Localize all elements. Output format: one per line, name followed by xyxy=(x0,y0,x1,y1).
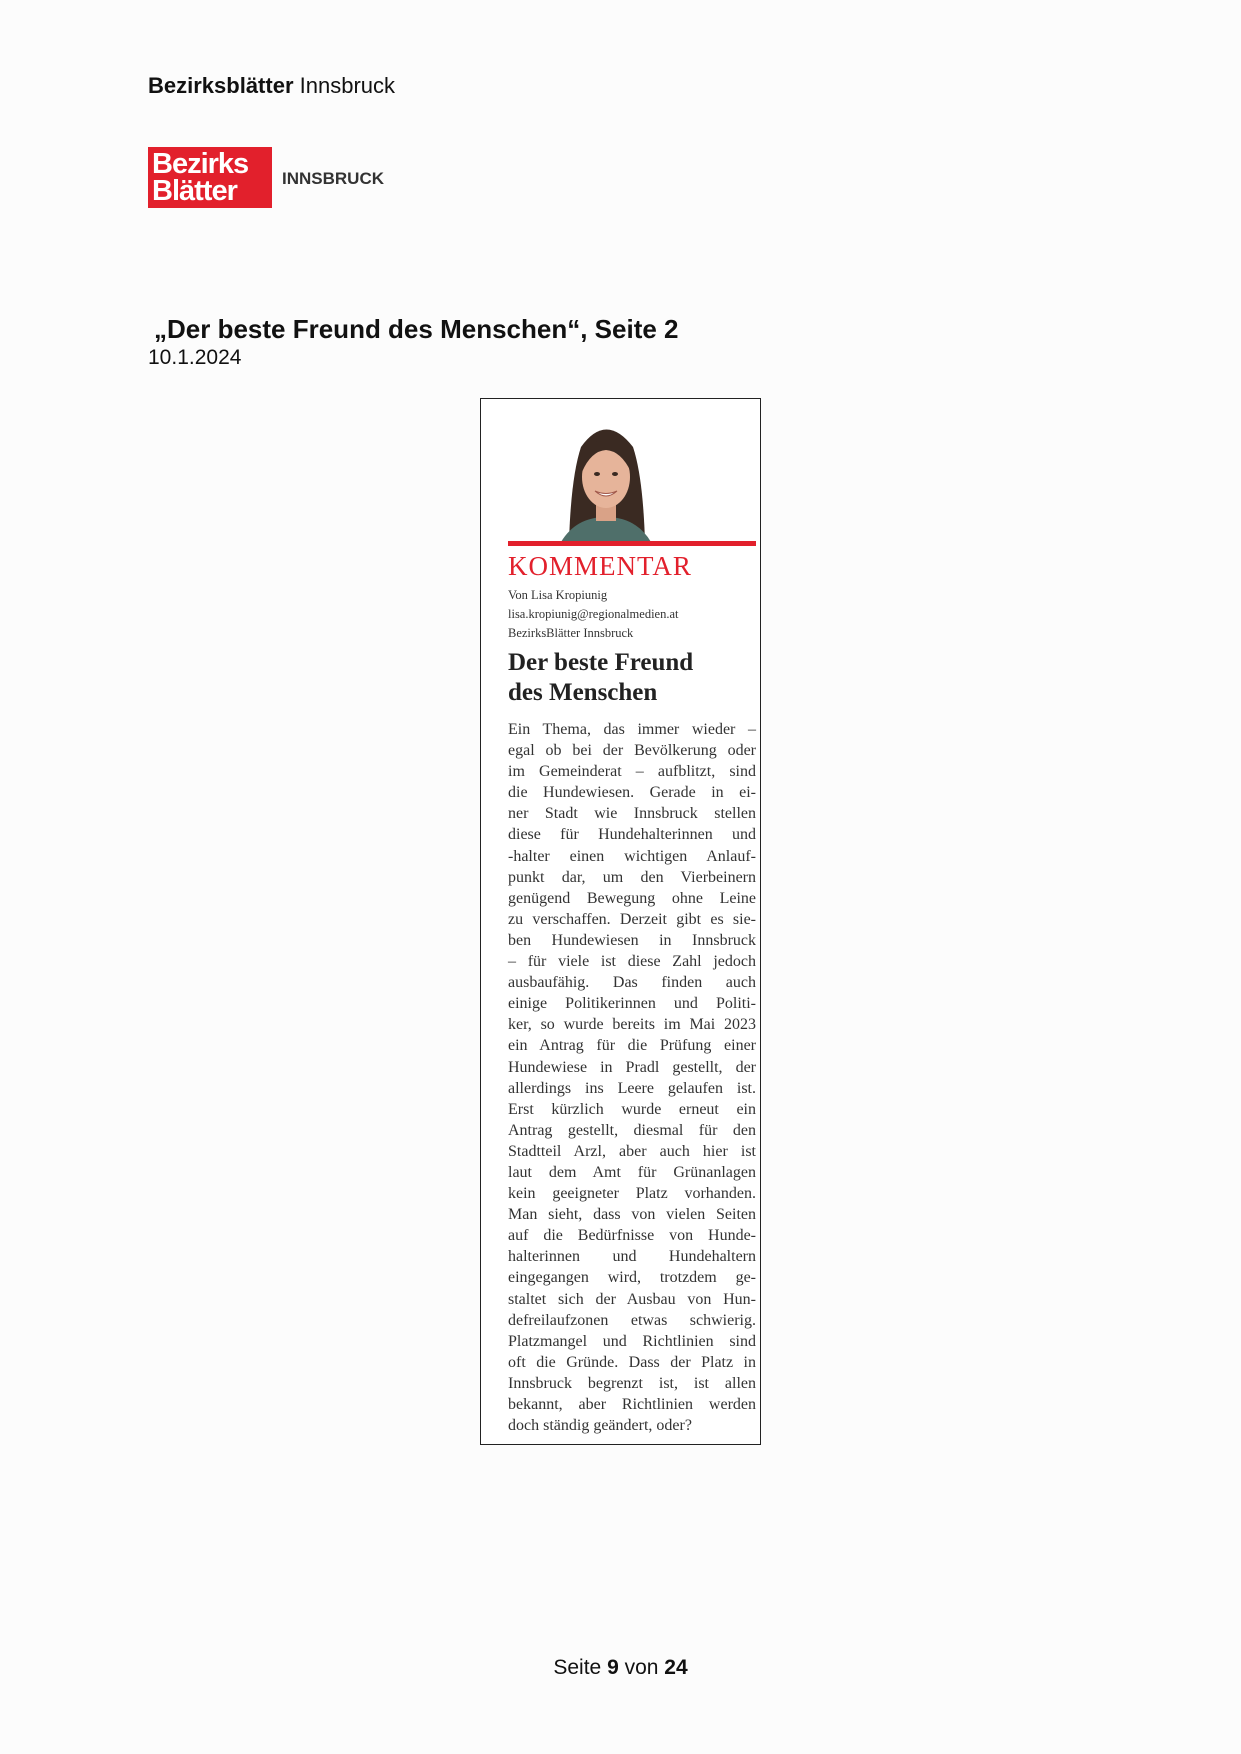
document-header xyxy=(148,73,395,99)
body-line: Erst kürzlich wurde erneut ein xyxy=(508,1100,756,1118)
logo-region: INNSBRUCK xyxy=(282,169,384,188)
body-line: ben Hundewiesen in Innsbruck xyxy=(508,931,756,949)
logo-line1: Bezirks xyxy=(152,148,249,180)
article-body xyxy=(508,719,756,1436)
body-line: Antrag gestellt, diesmal für den xyxy=(508,1121,756,1139)
body-line: im Gemeinderat – aufblitzt, sind xyxy=(508,763,756,781)
author: Von Lisa Kropiunig xyxy=(508,588,608,602)
body-line: doch ständig geändert, oder? xyxy=(508,1417,692,1435)
body-line: die Hundewiesen. Gerade in ei- xyxy=(508,784,756,802)
body-line: bekannt, aber Richtlinien werden xyxy=(508,1396,756,1413)
body-line: eingegangen wird, trotzdem ge- xyxy=(508,1269,756,1287)
headline-line: Der beste Freund xyxy=(508,649,694,676)
page-footer xyxy=(0,1656,1241,1680)
body-line: diese für Hundehalterinnen und xyxy=(508,826,756,844)
body-line: ker, so wurde bereits im Mai 2023 xyxy=(508,1016,756,1034)
body-line: zu verschaffen. Derzeit gibt es sie- xyxy=(508,910,756,928)
body-line: Innsbruck begrenzt ist, ist allen xyxy=(508,1374,756,1392)
body-line: staltet sich der Ausbau von Hun- xyxy=(508,1290,756,1308)
body-line: -halter einen wichtigen Anlauf- xyxy=(508,847,756,865)
body-line: punkt dar, um den Vierbeinern xyxy=(508,868,756,886)
article-date: 10.1.2024 xyxy=(148,346,242,369)
body-line: defreilaufzonen etwas schwierig. xyxy=(508,1311,756,1329)
body-line: Ein Thema, das immer wieder – xyxy=(508,721,756,738)
header-brand-bold: Bezirksblätter xyxy=(148,73,294,98)
body-line: – für viele ist diese Zahl jedoch xyxy=(508,953,756,971)
newspaper-clipping xyxy=(480,398,761,1445)
body-line: genügend Bewegung ohne Leine xyxy=(508,889,756,907)
article-title: „Der beste Freund des Menschen“, Seite 2 xyxy=(154,314,679,344)
total-pages: 24 xyxy=(664,1656,688,1679)
clipping-headline xyxy=(508,648,693,708)
byline xyxy=(508,586,679,643)
body-line: ner Stadt wie Innsbruck stellen xyxy=(508,805,756,823)
footer-prefix: Seite xyxy=(553,1656,602,1679)
section-label: KOMMENTAR xyxy=(508,551,692,581)
header-brand-regular: Innsbruck xyxy=(299,73,396,98)
body-line: Stadtteil Arzl, aber auch hier ist xyxy=(508,1142,756,1160)
logo-line2: Blätter xyxy=(152,175,237,207)
body-line: auf die Bedürfnisse von Hunde- xyxy=(508,1227,756,1245)
author-portrait xyxy=(551,417,661,542)
body-line: laut dem Amt für Grünanlagen xyxy=(508,1163,756,1181)
body-line: Man sieht, dass von vielen Seiten xyxy=(508,1206,756,1224)
body-line: kein geeigneter Platz vorhanden. xyxy=(508,1185,756,1203)
body-line: einige Politikerinnen und Politi- xyxy=(508,995,756,1013)
red-divider xyxy=(508,541,756,546)
current-page: 9 xyxy=(607,1656,619,1679)
body-line: ein Antrag für die Prüfung einer xyxy=(508,1037,756,1055)
author-email: lisa.kropiunig@regionalmedien.at xyxy=(508,607,679,621)
body-line: Hundewiese in Pradl gestellt, der xyxy=(508,1058,756,1076)
footer-sep: von xyxy=(624,1656,659,1679)
bezirksblaetter-logo xyxy=(148,147,272,208)
body-line: Platzmangel und Richtlinien sind xyxy=(508,1332,756,1350)
body-line: allerdings ins Leere gelaufen ist. xyxy=(508,1079,756,1097)
body-line: oft die Gründe. Dass der Platz in xyxy=(508,1353,756,1371)
publication: BezirksBlätter Innsbruck xyxy=(508,626,634,640)
body-line: ausbaufähig. Das finden auch xyxy=(508,974,756,992)
body-line: halterinnen und Hundehaltern xyxy=(508,1248,756,1266)
body-line: egal ob bei der Bevölkerung oder xyxy=(508,742,756,760)
headline-line: des Menschen xyxy=(508,679,658,706)
